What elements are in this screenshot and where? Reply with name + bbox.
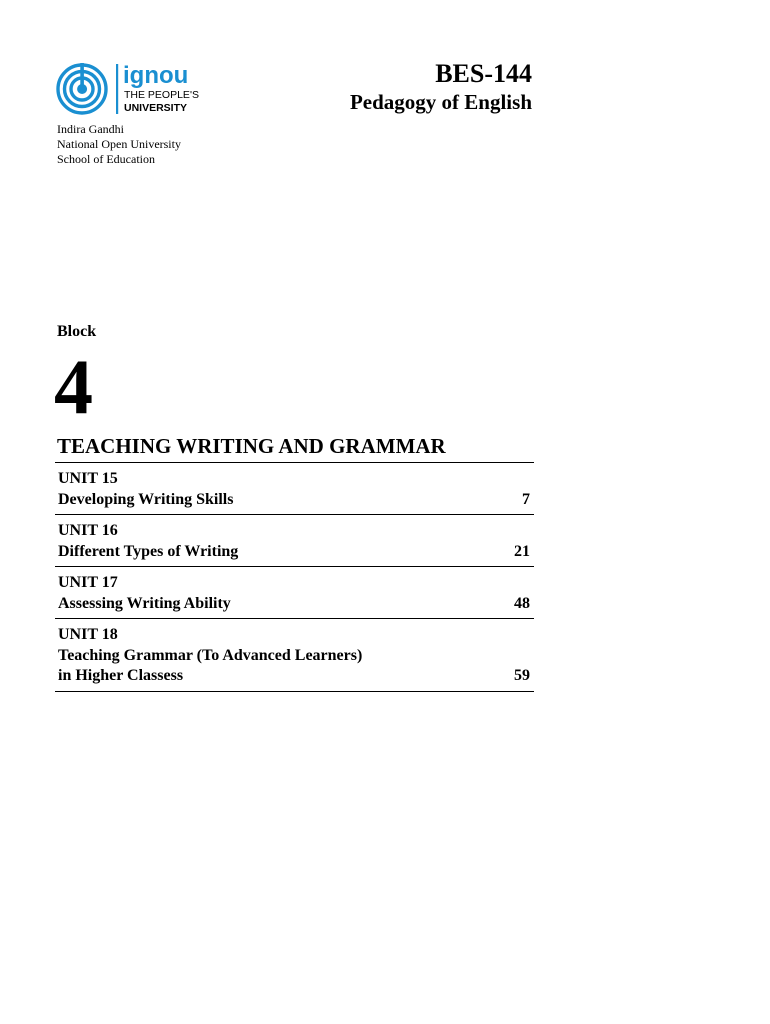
institution-block <box>57 122 181 167</box>
block-number: 4 <box>54 343 93 430</box>
unit-title: Teaching Grammar (To Advanced Learners) <box>58 646 363 664</box>
unit-number: UNIT 18 <box>58 626 118 643</box>
institution-line: School of Education <box>57 152 155 166</box>
toc-entry <box>55 619 534 692</box>
unit-title: Developing Writing Skills <box>58 490 234 508</box>
toc-entry <box>55 463 534 515</box>
page-number: 59 <box>514 667 530 684</box>
page-number: 7 <box>522 490 530 508</box>
block-title: TEACHING WRITING AND GRAMMAR <box>57 434 446 458</box>
course-code: BES-144 <box>435 59 532 88</box>
table-of-contents <box>55 462 534 692</box>
logo-tagline-1: THE PEOPLE'S <box>124 89 199 101</box>
page-number: 21 <box>514 542 530 560</box>
institution-line: National Open University <box>57 137 181 151</box>
ignou-logo <box>55 60 200 118</box>
logo-divider <box>116 64 118 114</box>
ignou-wordmark: ignou <box>123 62 189 89</box>
institution-line: Indira Gandhi <box>57 122 124 136</box>
logo-tagline-2: UNIVERSITY <box>124 102 188 114</box>
unit-title: Assessing Writing Ability <box>58 594 231 612</box>
unit-number: UNIT 17 <box>58 574 118 591</box>
unit-number: UNIT 15 <box>58 470 118 487</box>
unit-title-continued: in Higher Classess <box>58 667 184 684</box>
course-title: Pedagogy of English <box>349 90 532 114</box>
toc-entry <box>55 567 534 619</box>
unit-title: Different Types of Writing <box>58 542 239 560</box>
toc-entry <box>55 515 534 567</box>
block-label: Block <box>57 323 97 340</box>
page-number: 48 <box>514 594 530 612</box>
unit-number: UNIT 16 <box>58 522 118 539</box>
